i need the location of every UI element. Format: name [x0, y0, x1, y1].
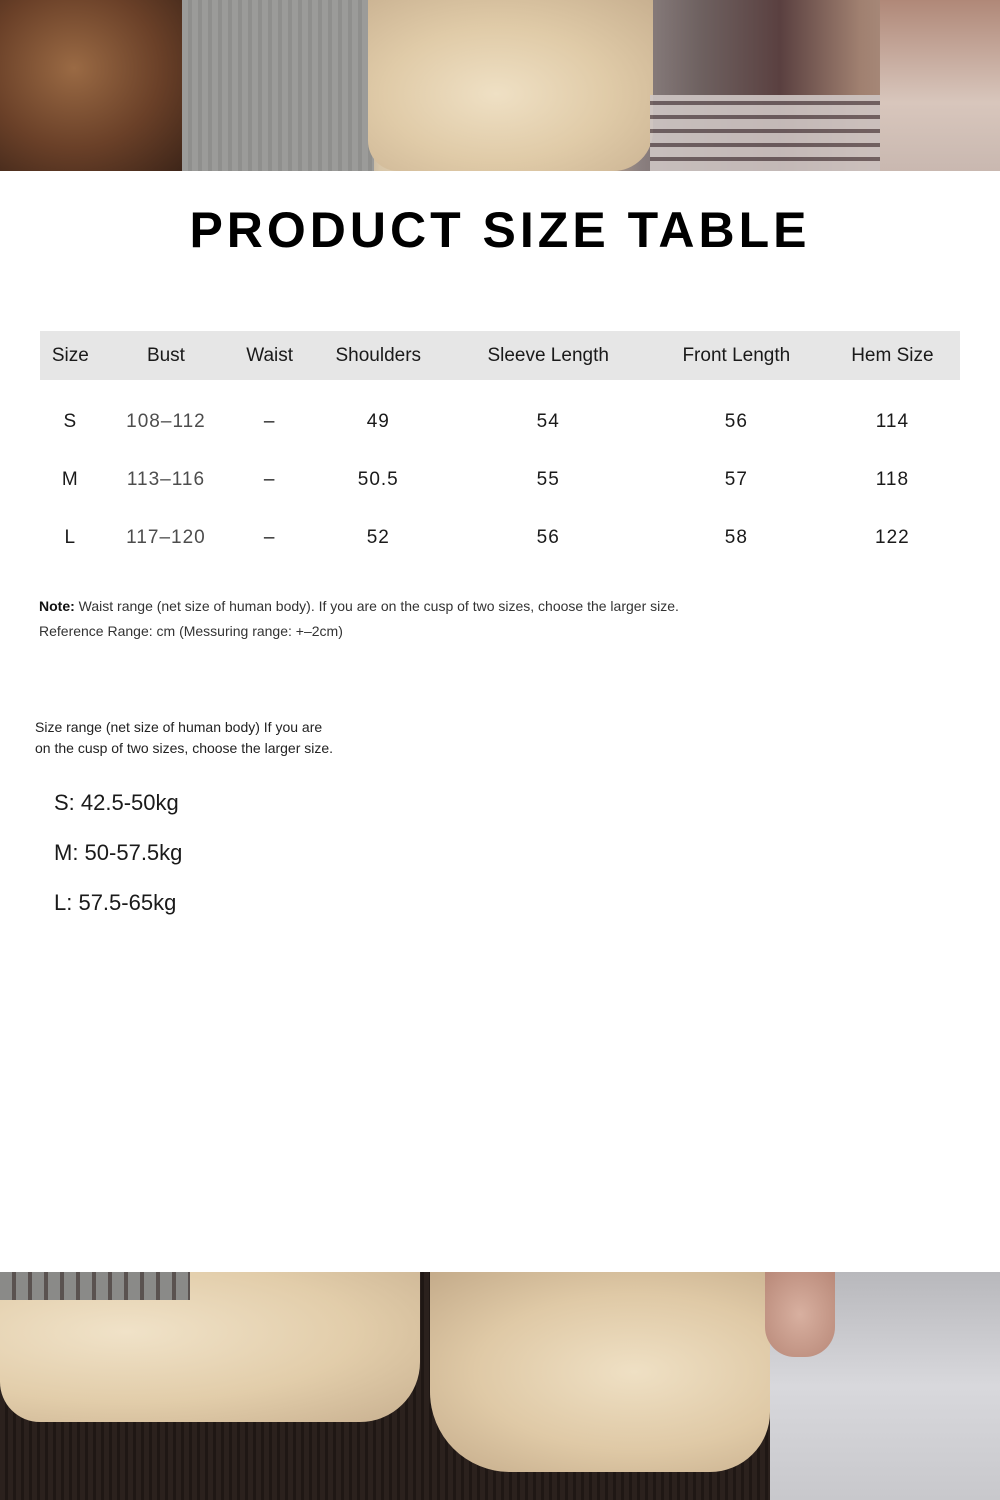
size-range-intro: [35, 717, 375, 759]
weight-item: L: 57.5-65kg: [54, 890, 177, 915]
cell-size: S: [63, 411, 78, 432]
cell-shoulders: 52: [366, 527, 390, 548]
cell-hem-size: 114: [875, 411, 910, 432]
weight-guide: [54, 783, 182, 933]
measurement-note: [39, 594, 679, 644]
cell-front-length: 57: [724, 469, 748, 490]
reference-range: Reference Range: cm (Messuring range: +–2cm): [39, 623, 343, 639]
cell-shoulders: 49: [366, 411, 390, 432]
header-bust: Bust: [101, 331, 232, 380]
table-row: [40, 393, 960, 451]
size-range-line: on the cusp of two sizes, choose the larger size.: [35, 740, 334, 756]
weight-item: M: 50-57.5kg: [54, 840, 183, 865]
cell-waist: –: [263, 411, 276, 432]
cell-bust: 113–116: [126, 469, 206, 490]
photo-fur-collar: [368, 0, 653, 171]
cell-hem-size: 118: [875, 469, 910, 490]
cell-front-length: 56: [724, 411, 748, 432]
page-title: PRODUCT SIZE TABLE: [189, 202, 811, 258]
top-product-photo: [0, 0, 1000, 171]
header-size: Size: [40, 331, 101, 380]
photo-hair: [0, 0, 185, 171]
table-spacer: [40, 380, 960, 393]
cell-waist: –: [263, 527, 276, 548]
cell-sleeve-length: 55: [536, 469, 560, 490]
cell-shoulders: 50.5: [357, 469, 399, 490]
bottom-product-photo: [0, 1272, 1000, 1500]
photo-plaid-coat: [650, 95, 890, 171]
cell-size: L: [64, 527, 77, 548]
table-row: [40, 509, 960, 567]
header-waist: Waist: [231, 331, 308, 380]
cell-size: M: [61, 469, 79, 490]
table-header-row: [40, 331, 960, 380]
cell-front-length: 58: [724, 527, 748, 548]
cell-waist: –: [263, 469, 276, 490]
cell-hem-size: 122: [875, 527, 910, 548]
table-row: [40, 451, 960, 509]
weight-item: S: 42.5-50kg: [54, 790, 179, 815]
photo-hand: [765, 1272, 835, 1357]
note-text: Waist range (net size of human body). If you are on the cusp of two sizes, choose the larger size.: [78, 598, 679, 614]
header-shoulders: Shoulders: [308, 331, 448, 380]
photo-sweater: [182, 0, 374, 171]
cell-bust: 117–120: [126, 527, 206, 548]
cell-sleeve-length: 54: [536, 411, 560, 432]
photo-plaid-coat: [0, 1272, 190, 1300]
size-table: [40, 331, 960, 567]
header-sleeve-length: Sleeve Length: [448, 331, 647, 380]
size-chart-panel: [0, 171, 1000, 1272]
photo-background: [880, 0, 1000, 171]
cell-bust: 108–112: [126, 411, 206, 432]
header-hem-size: Hem Size: [825, 331, 960, 380]
header-front-length: Front Length: [648, 331, 825, 380]
cell-sleeve-length: 56: [536, 527, 560, 548]
size-range-line: Size range (net size of human body) If you are: [35, 719, 323, 735]
note-label: Note:: [39, 598, 75, 614]
photo-fur-cuff: [430, 1272, 770, 1472]
